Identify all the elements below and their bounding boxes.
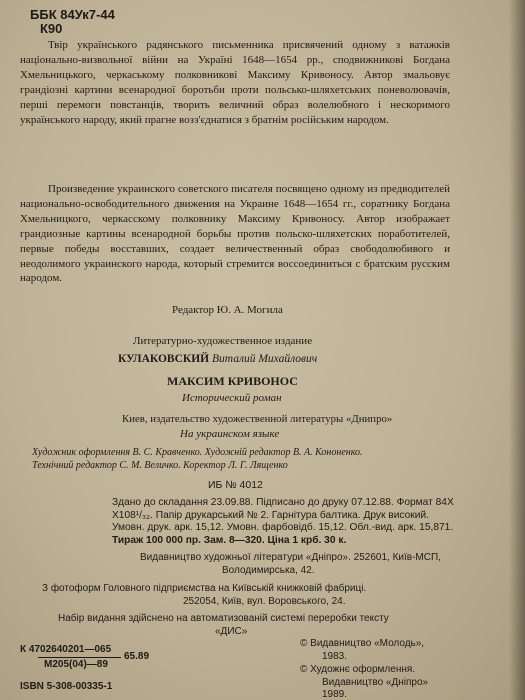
imprint-details [112,497,492,547]
annotation-uk-text: Твір українського радянського письменника присвячений одному з ватажків національно-визвольної війни на Україні 1648—1654 рр., сподвижникові Богдана Хмельницького, черкаському полковникові Максиму Кривоносу. Автор змальовує грандіозні картини всенародної боротьби проти польсько-шляхетських поневолювачів, перші перемоги повстанців, творить величний образ волелюбного і нескоримого українського народу, який прагне возз'єднатися з братнім російським народом. [20,39,450,126]
catalog-sub-code: М205(04)—89 [44,659,108,670]
copyright-2-line-3: 1989. [322,689,348,700]
copyright-2-line-1: © Художнє оформлення. [300,664,416,675]
credits-line-1: Художник оформлення В. С. Кравченко. Художній редактор В. А. Кононенко. [32,447,363,458]
typesetting-line-1: Набір видання здійснено на автоматизованій системі переробки тексту [58,613,389,624]
catalog-code: К 4702640201—065 [20,644,112,655]
classification-block [30,8,115,36]
copyright-1-line-2: 1983. [322,651,348,662]
credits-line-2: Технічний редактор С. М. Величко. Коректор Л. Г. Лященко [32,460,288,471]
copyright-2-line-2: Видавництво «Дніпро» [322,677,429,688]
typesetting-line-2: «ДИС» [215,626,248,637]
imprint-line: Тираж 100 000 пр. Зам. 8—320. Ціна 1 крб. 30 к. [112,534,347,546]
publisher-uk-line-2: Володимирська, 42. [222,565,315,576]
printing-line-2: 252054, Київ, вул. Воровського, 24. [183,596,346,607]
annotation-ukrainian [20,38,450,127]
publisher-ru: Киев, издательство художественной литературы «Днипро» [122,413,393,425]
bbk-code: ББК 84Ук7-44 [30,7,115,22]
author-line [118,353,317,365]
book-title: МАКСИМ КРИВОНОС [167,374,298,388]
printing-line-1: З фотоформ Головного підприємства на Київській книжковій фабриці. [42,583,367,594]
isbn: ISBN 5-308-00335-1 [20,681,113,692]
language-note: На украинском языке [180,428,280,440]
price-code: 65.89 [124,651,150,662]
author-surname: КУЛАКОВСКИЙ [118,353,210,365]
annotation-russian [20,182,450,286]
publisher-uk-line-1: Видавництво художньої літератури «Дніпро». 252601, Київ-МСП, [140,552,441,563]
editor-line: Редактор Ю. А. Могила [172,304,283,316]
ib-number: ИБ № 4012 [208,479,263,491]
annotation-ru-text: Произведение украинского советского писателя посвящено одному из предводителей национально-освободительного движения на Украине 1648—1654 гг., соратнику Богдана Хмельницкого, черкасскому полковнику Максиму Кривоносу. Автор изображает грандиозные картины всенародной борьбы против польско-шляхетских поработителей, первые победы восставших, создает величественный образ свободолюбивого и неодолимого украинского народа, который стремится воссоединиться с братским русским народом. [20,183,450,285]
imprint-line: Х108¹/₃₂. Папір друкарський № 2. Гарнітура балтика. Друк високий. [112,509,429,521]
fraction-bar [38,657,121,658]
copyright-1-line-1: © Видавництво «Молодь», [300,638,425,649]
author-mark: К90 [40,21,63,36]
imprint-line: Умовн. друк. арк. 15,12. Умовн. фарбовідб. 15,12. Обл.-вид. арк. 15,871. [112,522,454,534]
author-given-name: Виталий Михайлович [211,353,318,365]
imprint-line: Здано до складання 23.09.88. Підписано до друку 07.12.88. Формат 84Х [112,497,454,508]
edition-type: Литературно-художественное издание [133,335,313,347]
genre: Исторический роман [182,392,282,404]
